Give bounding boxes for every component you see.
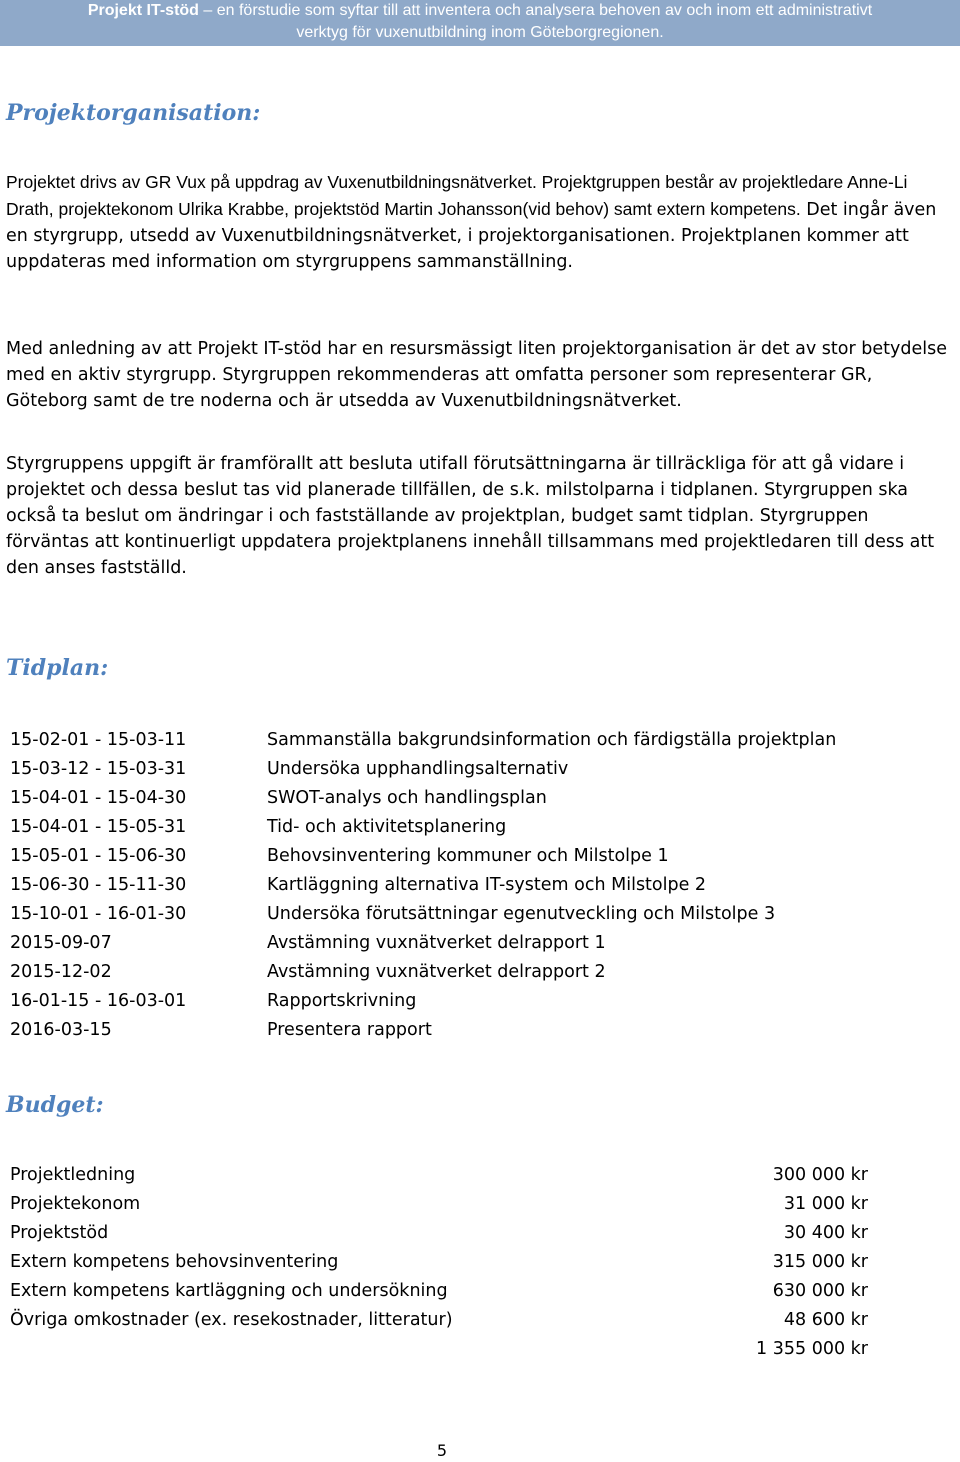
tidplan-row [10,756,836,785]
tidplan-row [10,872,836,901]
budget-row [10,1249,868,1278]
organisation-paragraph-3: Styrgruppens uppgift är framförallt att besluta utifall förutsättningarna är tillräckliga för att gå vidare i projektet och dessa beslut tas vid planerade tillfällen, de s.k. milstolparna i tidplanen. Styrgruppen ska också ta beslut om ändringar i och fastställande av projektplan, budget samt tidplan. Styrgruppen förväntas att kontinuerligt uppdatera projektplanens innehåll tillsammans med projektledaren till dess att den anses fastställd. [6,454,935,578]
heading-projektorganisation: Projektorganisation: [6,100,261,126]
budget-amount: 31 000 kr [783,1194,868,1214]
budget-row [10,1191,868,1220]
budget-amount: 300 000 kr [772,1165,868,1185]
tidplan-row [10,727,836,756]
page-header [0,0,960,46]
organisation-paragraph-1 [6,169,951,275]
tidplan-row [10,1017,836,1046]
organisation-paragraph-2: Med anledning av att Projekt IT-stöd har en resursmässigt liten projektorganisation är det av stor betydelse med en aktiv styrgrupp. Styrgruppen rekommenderas att omfatta personer som representerar GR, Göteborg samt de tre noderna och är utsedda av Vuxenutbildningsnätverket. [6,339,947,411]
budget-amount: 315 000 kr [772,1252,868,1272]
budget-row [10,1162,868,1191]
tidplan-date: 15-03-12 - 15-03-31 [10,759,187,779]
tidplan-date: 15-02-01 - 15-03-11 [10,730,187,750]
tidplan-list [10,727,836,1046]
tidplan-row [10,785,836,814]
organisation-paragraph-1-part-b: Det ingår även en styrgrupp, utsedd av Vuxenutbildningsnätverket, i projektorganisationen. Projektplanen kommer att uppdateras med information om styrgruppens sammanställning. [6,200,937,272]
tidplan-date: 2015-12-02 [10,962,112,982]
budget-label: Projektekonom [10,1194,141,1214]
budget-label: Övriga omkostnader (ex. resekostnader, litteratur) [10,1310,453,1330]
heading-budget: Budget: [6,1092,104,1118]
tidplan-activity: Rapportskrivning [267,991,417,1011]
page-number: 5 [436,1441,448,1460]
heading-tidplan: Tidplan: [6,655,109,681]
tidplan-date: 15-10-01 - 16-01-30 [10,904,187,924]
header-title: Projekt IT-stöd [87,2,199,19]
tidplan-date: 15-05-01 - 15-06-30 [10,846,187,866]
budget-label: Projektstöd [10,1223,109,1243]
tidplan-activity: Tid- och aktivitetsplanering [267,817,507,837]
tidplan-date: 15-06-30 - 15-11-30 [10,875,187,895]
tidplan-activity: Avstämning vuxnätverket delrapport 1 [267,933,606,953]
tidplan-activity: SWOT-analys och handlingsplan [267,788,547,808]
tidplan-activity: Undersöka upphandlingsalternativ [267,759,569,779]
tidplan-date: 15-04-01 - 15-05-31 [10,817,187,837]
header-line-2: verktyg för vuxenutbildning inom Göteborgregionen. [296,24,664,41]
budget-amount: 30 400 kr [783,1223,868,1243]
budget-amount: 630 000 kr [772,1281,868,1301]
budget-row [10,1278,868,1307]
tidplan-activity: Behovsinventering kommuner och Milstolpe 1 [267,846,669,866]
tidplan-row [10,814,836,843]
tidplan-activity: Avstämning vuxnätverket delrapport 2 [267,962,606,982]
budget-label: Extern kompetens kartläggning och undersökning [10,1281,448,1301]
tidplan-row [10,843,836,872]
tidplan-date: 2016-03-15 [10,1020,112,1040]
tidplan-activity: Presentera rapport [267,1020,432,1040]
tidplan-date: 15-04-01 - 15-04-30 [10,788,187,808]
budget-list [10,1162,868,1365]
budget-label: Projektledning [10,1165,136,1185]
tidplan-row [10,901,836,930]
budget-total-amount: 1 355 000 kr [756,1339,868,1359]
budget-row [10,1307,868,1336]
organisation-paragraph-1-part-a: Projektet drivs av GR Vux på uppdrag av Vuxenutbildningsnätverket. Projektgruppen består av projektledare Anne-Li Drath, projektekonom Ulrika Krabbe, projektstöd Martin Johansson(vid behov) samt extern kompetens. [6,172,908,219]
tidplan-activity: Undersöka förutsättningar egenutveckling och Milstolpe 3 [267,904,776,924]
tidplan-date: 2015-09-07 [10,933,112,953]
header-line-1 [0,2,960,20]
budget-row [10,1220,868,1249]
header-subtitle: – en förstudie som syftar till att inventera och analysera behoven av och inom ett administrativt [198,2,873,19]
tidplan-date: 16-01-15 - 16-03-01 [10,991,187,1011]
tidplan-activity: Kartläggning alternativa IT-system och Milstolpe 2 [267,875,707,895]
budget-amount: 48 600 kr [783,1310,868,1330]
tidplan-activity: Sammanställa bakgrundsinformation och färdigställa projektplan [267,730,837,750]
budget-total-row [10,1336,868,1365]
tidplan-row [10,988,836,1017]
tidplan-row [10,959,836,988]
budget-label: Extern kompetens behovsinventering [10,1252,339,1272]
tidplan-row [10,930,836,959]
